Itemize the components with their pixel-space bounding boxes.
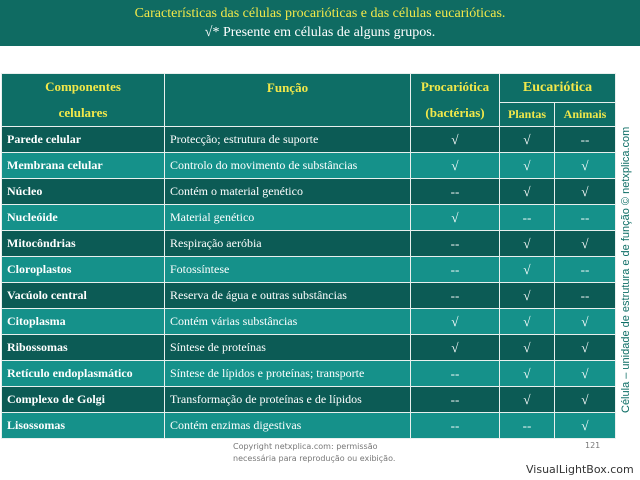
cell-componente: Complexo de Golgi [2,387,165,413]
cell-plantas: √ [500,231,555,257]
cell-plantas: √ [500,179,555,205]
cell-animais: √ [555,413,616,439]
cell-componente: Ribossomas [2,335,165,361]
side-caption: Célula – unidade de estrutura e de função © netxplica.com [620,126,632,413]
footer-line-1: Copyright netxplica.com: permissão [233,442,378,451]
cell-procariotica: -- [411,179,500,205]
cell-componente: Cloroplastos [2,257,165,283]
cell-procariotica: -- [411,257,500,283]
cell-plantas: √ [500,127,555,153]
cell-funcao: Síntese de proteínas [165,335,411,361]
comparison-table [1,73,616,439]
cell-animais: -- [555,283,616,309]
footer-line-2: necessária para reprodução ou exibição. [233,454,396,463]
cell-procariotica: √ [411,205,500,231]
cell-animais: √ [555,309,616,335]
table-row [2,231,616,257]
cell-animais: -- [555,127,616,153]
table-row [2,309,616,335]
cell-plantas: √ [500,309,555,335]
cell-componente: Parede celular [2,127,165,153]
cell-plantas: √ [500,335,555,361]
cell-plantas: -- [500,205,555,231]
cell-procariotica: √ [411,335,500,361]
cell-componente: Núcleo [2,179,165,205]
cell-animais: -- [555,205,616,231]
cell-animais: √ [555,361,616,387]
cell-plantas: -- [500,413,555,439]
table-row [2,179,616,205]
cell-componente: Mitocôndrias [2,231,165,257]
header-plantas: Plantas [500,103,555,127]
cell-componente: Retículo endoplasmático [2,361,165,387]
cell-animais: √ [555,153,616,179]
table-row [2,153,616,179]
cell-componente: Nucleóide [2,205,165,231]
cell-plantas: √ [500,361,555,387]
cell-funcao: Transformação de proteínas e de lípidos [165,387,411,413]
cell-procariotica: -- [411,283,500,309]
table-row [2,335,616,361]
cell-componente: Membrana celular [2,153,165,179]
cell-procariotica: √ [411,153,500,179]
cell-funcao: Fotossíntese [165,257,411,283]
cell-componente: Citoplasma [2,309,165,335]
cell-funcao: Material genético [165,205,411,231]
table-row [2,205,616,231]
cell-animais: √ [555,335,616,361]
cell-funcao: Reserva de água e outras substâncias [165,283,411,309]
cell-procariotica: √ [411,309,500,335]
cell-procariotica: -- [411,361,500,387]
cell-procariotica: √ [411,127,500,153]
cell-funcao: Contém o material genético [165,179,411,205]
cell-plantas: √ [500,153,555,179]
cell-procariotica: -- [411,413,500,439]
slide-note: √* Presente em células de alguns grupos. [204,25,436,40]
cell-animais: √ [555,387,616,413]
header-eucariotica: Eucariótica [500,74,616,103]
cell-funcao: Síntese de lípidos e proteínas; transporte [165,361,411,387]
header-funcao: Função [165,74,411,127]
cell-procariotica: -- [411,387,500,413]
cell-animais: -- [555,257,616,283]
watermark: VisualLightBox.com [526,463,634,476]
table-row [2,387,616,413]
cell-funcao: Protecção; estrutura de suporte [165,127,411,153]
cell-funcao: Controlo do movimento de substâncias [165,153,411,179]
cell-funcao: Contém enzimas digestivas [165,413,411,439]
slide-title: Características das células procarióticas e das células eucarióticas. [134,6,506,21]
cell-funcao: Respiração aeróbia [165,231,411,257]
cell-funcao: Contém várias substâncias [165,309,411,335]
header-componentes: Componentes celulares [2,74,165,127]
header-animais: Animais [555,103,616,127]
table-row [2,283,616,309]
table-row [2,257,616,283]
cell-componente: Lisossomas [2,413,165,439]
table-body [2,127,616,439]
cell-animais: √ [555,231,616,257]
header-procariotica: Procariótica (bactérias) [411,74,500,127]
cell-procariotica: -- [411,231,500,257]
cell-animais: √ [555,179,616,205]
page-number: 121 [585,441,601,450]
cell-plantas: √ [500,283,555,309]
table-row [2,127,616,153]
table-row [2,361,616,387]
cell-plantas: √ [500,257,555,283]
slide-header [0,0,640,46]
cell-plantas: √ [500,387,555,413]
footer-copyright [233,441,395,465]
cell-componente: Vacúolo central [2,283,165,309]
table-row [2,413,616,439]
